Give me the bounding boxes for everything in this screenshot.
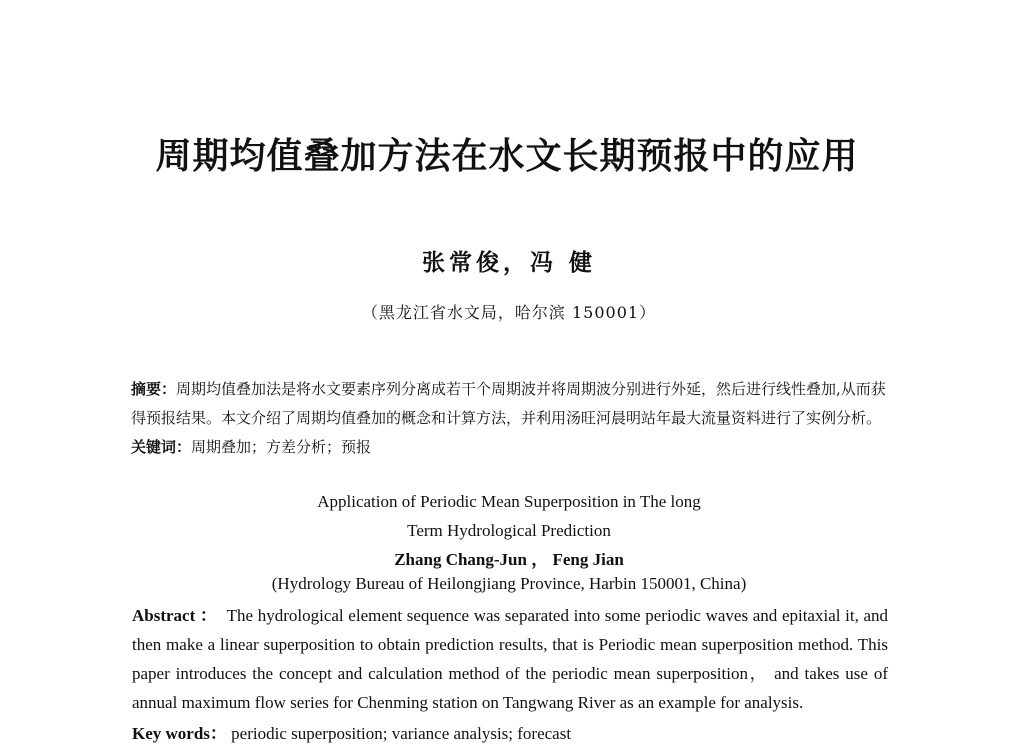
keywords-en xyxy=(132,719,888,743)
title-en-line-1: Application of Periodic Mean Superposition in The long xyxy=(317,492,701,511)
abstract-en-label: Abstract ： xyxy=(132,606,218,625)
abstract-en-text: The hydrological element sequence was separated into some periodic waves and epitaxial it, and then make a linear superposition to obtain prediction results, that is Periodic mean superposition method. This paper introduces the concept and calculation method of the periodic mean superposition， and takes use of annual maximum flow series for Chenming station on Tangwang River as an example for analysis. xyxy=(132,606,889,712)
title-en-line-2: Term Hydrological Prediction xyxy=(407,521,611,540)
paper-title-cn: 周期均值叠加方法在水文长期预报中的应用 xyxy=(155,136,859,177)
abstract-cn-text: 周期均值叠加法是将水文要素序列分离成若干个周期波并将周期波分别进行外延，然后进行线性叠加,从而获得预报结果。本文介绍了周期均值叠加的概念和计算方法，并利用汤旺河晨明站年最大流量资料进行了实例分析。 xyxy=(131,380,886,427)
abstract-cn-label: 摘要： xyxy=(131,380,177,398)
keywords-cn-label: 关键词： xyxy=(131,438,192,456)
authors-en: Zhang Chang-Jun ， Feng Jian xyxy=(394,550,624,569)
abstract-cn-paragraph xyxy=(131,375,891,433)
keywords-cn xyxy=(131,433,891,462)
affiliation-cn: （黑龙江省水文局，哈尔滨 150001） xyxy=(361,303,657,322)
paper-title-en xyxy=(0,487,1018,545)
abstract-cn xyxy=(131,375,891,462)
keywords-cn-text: 周期叠加；方差分析；预报 xyxy=(191,438,372,456)
abstract-en xyxy=(132,601,888,717)
keywords-en-text: periodic superposition; variance analysis; forecast xyxy=(231,724,572,743)
authors-cn: 张常俊，冯 健 xyxy=(421,249,596,276)
keywords-en-label: Key words： xyxy=(132,724,227,743)
affiliation-en: (Hydrology Bureau of Heilongjiang Province, Harbin 150001, China) xyxy=(271,574,747,593)
